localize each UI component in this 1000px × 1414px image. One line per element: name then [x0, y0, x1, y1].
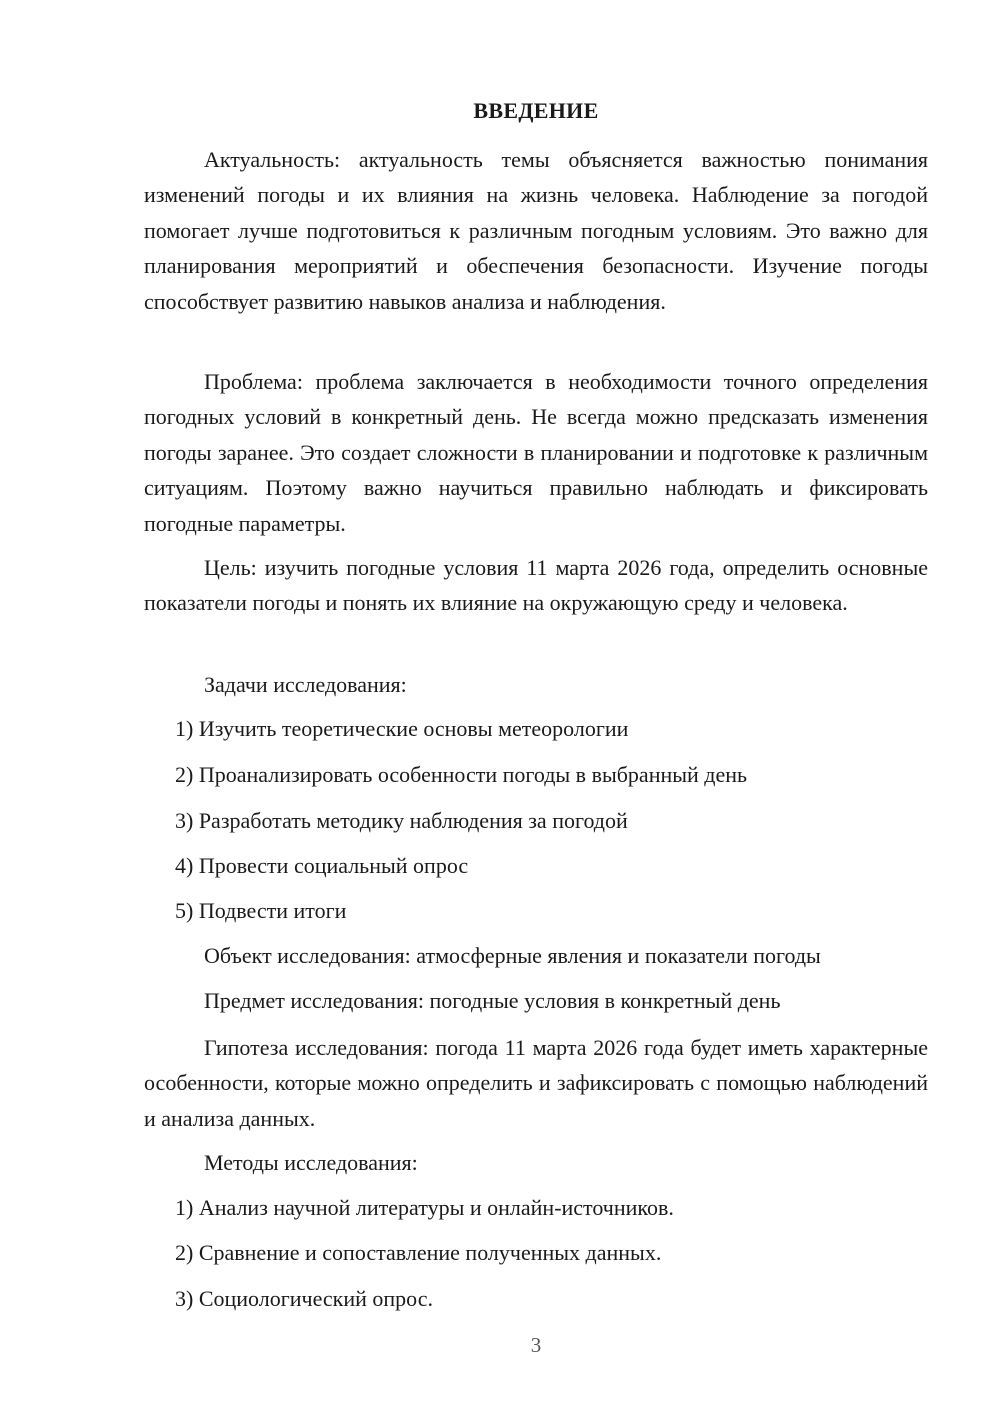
hypothesis-paragraph: Гипотеза исследования: погода 11 марта 2026 года будет иметь характерные особенности, которые можно определить и зафиксировать с помощью наблюдений и анализа данных.	[144, 1035, 928, 1131]
section-title: ВВЕДЕНИЕ	[473, 98, 599, 123]
relevance-paragraph: Актуальность: актуальность темы объясняется важностью понимания изменений погоды и их влияния на жизнь человека. Наблюдение за погодой помогает лучше подготовиться к различным погодным условиям. Это важно для планирования мероприятий и обеспечения безопасности. Изучение погоды способствует развитию навыков анализа и наблюдения.	[144, 147, 928, 314]
task-item: 1) Изучить теоретические основы метеорологии	[175, 716, 629, 741]
method-item: 3) Социологический опрос.	[175, 1286, 433, 1311]
research-object: Объект исследования: атмосферные явления и показатели погоды	[204, 943, 821, 968]
goal-paragraph: Цель: изучить погодные условия 11 марта 2026 года, определить основные показатели погоды и понять их влияние на окружающую среду и человека.	[144, 555, 928, 616]
problem-paragraph: Проблема: проблема заключается в необходимости точного определения погодных условий в конкретный день. Не всегда можно предсказать изменения погоды заранее. Это создает сложности в планировании и подготовке к различным ситуациям. Поэтому важно научиться правильно наблюдать и фиксировать погодные параметры.	[144, 369, 928, 536]
tasks-heading: Задачи исследования:	[204, 672, 407, 697]
task-item: 2) Проанализировать особенности погоды в выбранный день	[175, 762, 748, 787]
method-item: 2) Сравнение и сопоставление полученных данных.	[175, 1240, 662, 1265]
task-item: 3) Разработать методику наблюдения за погодой	[175, 808, 628, 833]
research-subject: Предмет исследования: погодные условия в конкретный день	[204, 988, 781, 1013]
page-number: 3	[530, 1333, 542, 1357]
method-item: 1) Анализ научной литературы и онлайн-источников.	[175, 1195, 674, 1220]
methods-heading: Методы исследования:	[204, 1150, 418, 1175]
task-item: 4) Провести социальный опрос	[175, 853, 469, 878]
task-item: 5) Подвести итоги	[175, 898, 347, 923]
